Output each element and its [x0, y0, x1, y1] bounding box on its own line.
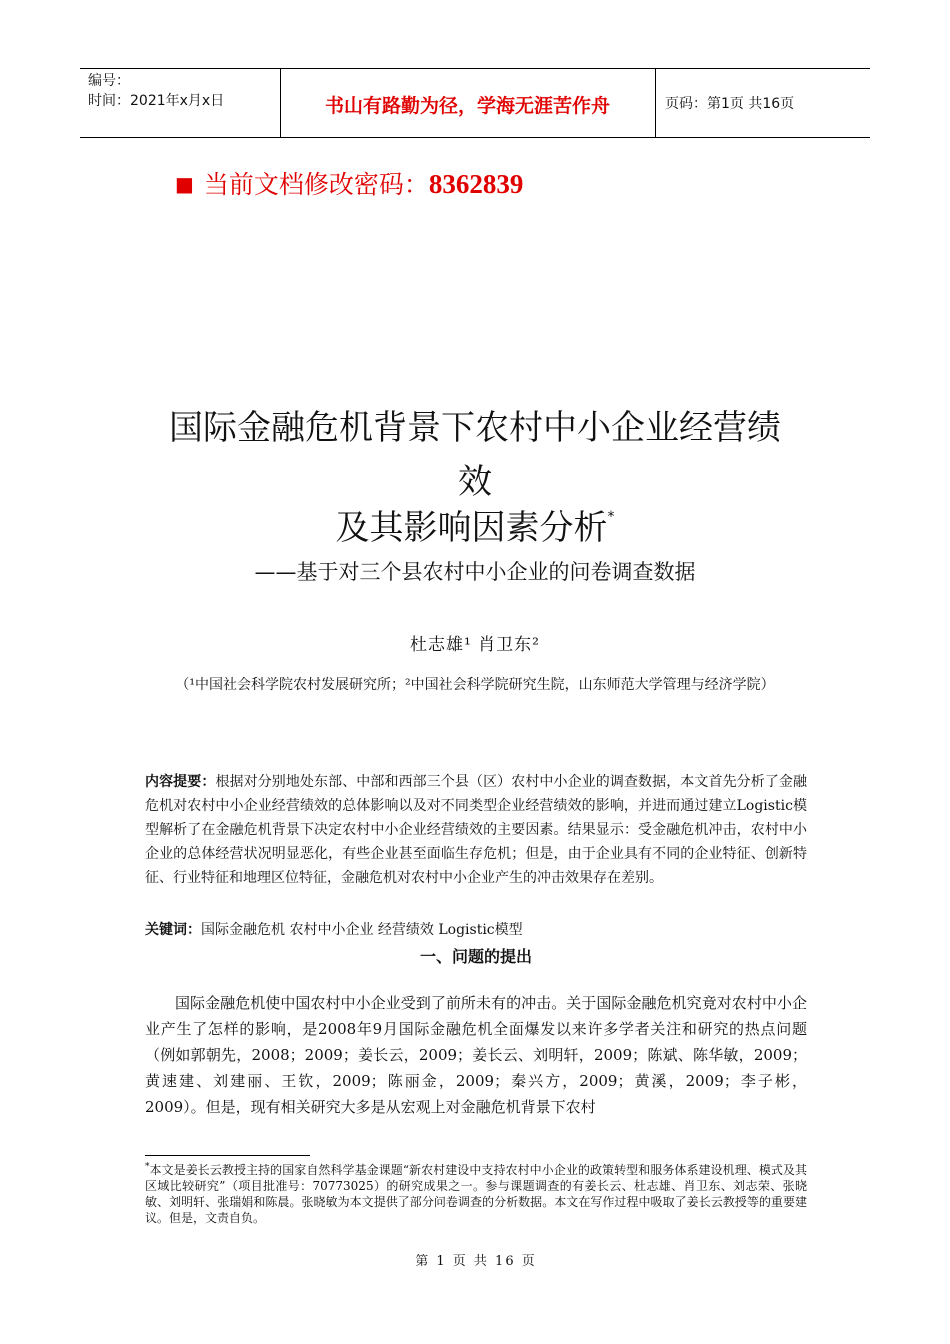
keywords-label: 关键词： [145, 922, 201, 938]
keywords-text: 国际金融危机 农村中小企业 经营绩效 Logistic模型 [201, 922, 523, 938]
password-notice [175, 168, 523, 202]
header-page-info: 页码：第1页 共16页 [665, 96, 795, 112]
square-bullet-icon: ■ [175, 172, 194, 196]
password-code: 8362839 [428, 169, 524, 199]
footnote-marker: * [145, 1162, 150, 1172]
body-paragraph: 国际金融危机使中国农村中小企业受到了前所未有的冲击。关于国际金融危机究竟对农村中小企业产生了怎样的影响，是2008年9月国际金融危机全面爆发以来许多学者关注和研究的热点问题（例如郭朝先，2008；2009；姜长云，2009；姜长云、刘明轩，2009；陈斌、陈华敏，2009；黄速建、刘建丽、王钦，2009；陈丽金，2009；秦兴方，2009；黄溪，2009；李子彬，2009）。但是，现有相关研究大多是从宏观上对金融危机背景下农村 [145, 994, 807, 1116]
affiliations: （¹中国社会科学院农村发展研究所；²中国社会科学院研究生院，山东师范大学管理与经济学院） [175, 677, 775, 693]
password-label: 当前文档修改密码： [203, 170, 429, 199]
abstract-text: 根据对分别地处东部、中部和西部三个县（区）农村中小企业的调查数据，本文首先分析了金融危机对农村中小企业经营绩效的总体影响以及对不同类型企业经营绩效的影响，并进而通过建立Logistic模型解析了在金融危机背景下决定农村中小企业经营绩效的主要因素。结果显示：受金融危机冲击，农村中小企业的总体经营状况明显恶化，有些企业甚至面临生存危机；但是，由于企业具有不同的企业特征、创新特征、行业特征和地理区位特征，金融危机对农村中小企业产生的冲击效果存在差别。 [145, 774, 808, 886]
document-number-label: 编号： [88, 73, 130, 89]
keywords [145, 918, 807, 942]
header-meta [88, 71, 224, 111]
title-line-1: 国际金融危机背景下农村中小企业经营绩 [169, 408, 781, 448]
title-footnote-marker: * [607, 508, 615, 525]
page-header [80, 68, 870, 138]
page-number: 第 1 页 共 16 页 [415, 1254, 537, 1269]
authors: 杜志雄¹ 肖卫东² [409, 635, 541, 655]
abstract-label: 内容提要： [145, 774, 216, 790]
title-line-3-text: 及其影响因素分析 [335, 508, 608, 548]
section-heading: 一、问题的提出 [419, 947, 532, 966]
header-divider [655, 69, 656, 137]
subtitle: ——基于对三个县农村中小企业的问卷调查数据 [254, 560, 696, 584]
footnote [145, 1159, 807, 1226]
abstract [145, 770, 807, 890]
document-date-label: 时间：2021年x月x日 [88, 93, 225, 109]
header-motto: 书山有路勤为径，学海无涯苦作舟 [324, 95, 610, 117]
footnote-divider [145, 1155, 310, 1156]
footnote-text: 本文是姜长云教授主持的国家自然科学基金课题“新农村建设中支持农村中小企业的政策转型和服务体系建设机理、模式及其区域比较研究”（项目批准号：70773025）的研究成果之一。参与课题调查的有姜长云、杜志雄、肖卫东、刘志荣、张晓敏、刘明轩、张瑞娟和陈晨。张晓敏为本文提供了部分问卷调查的分析数据。本文在写作过程中吸取了姜长云教授等的重要建议。但是，文责自负。 [145, 1163, 807, 1225]
title-line-3 [100, 500, 850, 549]
title-line-2: 效 [458, 462, 492, 502]
